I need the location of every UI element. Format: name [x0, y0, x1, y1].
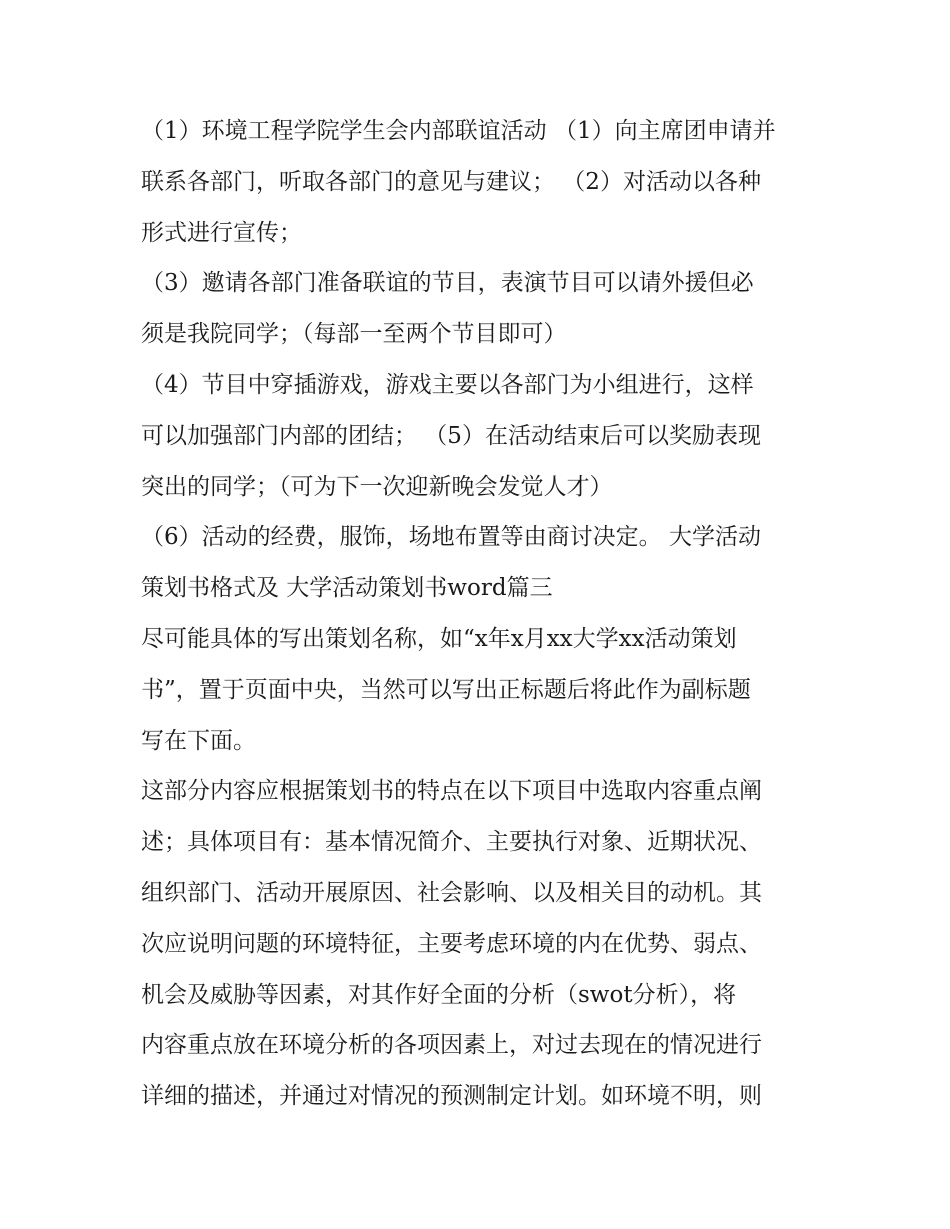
text-line: （1）环境工程学院学生会内部联谊活动 （1）向主席团申请并: [141, 118, 776, 144]
text-line: 写在下面。: [141, 727, 256, 754]
text-line: 尽可能具体的写出策划名称，如“x年x月xx大学xx活动策划: [141, 625, 737, 652]
text-line: 联系各部门，听取各部门的意见与建议； （2）对活动以各种: [141, 168, 761, 195]
text-line: 详细的描述，并通过对情况的预测制定计划。如环境不明，则: [141, 1083, 762, 1110]
text-line: 组织部门、活动开展原因、社会影响、以及相关目的动机。其: [141, 879, 762, 906]
text-line: （3）邀请各部门准备联谊的节目，表演节目可以请外援但必: [141, 270, 754, 297]
text-line: 书”，置于页面中央，当然可以写出正标题后将此作为副标题: [141, 676, 751, 703]
text-line: （6）活动的经费，服饰，场地布置等由商讨决定。 大学活动: [141, 524, 761, 551]
text-line: （4）节目中穿插游戏，游戏主要以各部门为小组进行，这样: [141, 371, 754, 398]
text-line: 突出的同学；（可为下一次迎新晚会发觉人才）: [141, 473, 613, 500]
text-line: 机会及威胁等因素，对其作好全面的分析（swot分析），将: [141, 981, 737, 1008]
document-body: [141, 106, 821, 1122]
text-line: 须是我院同学；（每部一至两个节目即可）: [141, 321, 567, 348]
text-line: 形式进行宣传；: [141, 219, 302, 246]
text-line: 这部分内容应根据策划书的特点在以下项目中选取内容重点阐: [141, 778, 762, 805]
text-line: 次应说明问题的环境特征，主要考虑环境的内在优势、弱点、: [141, 930, 762, 957]
text-line: 内容重点放在环境分析的各项因素上，对过去现在的情况进行: [141, 1032, 762, 1059]
text-line: 可以加强部门内部的团结； （5）在活动结束后可以奖励表现: [141, 422, 761, 449]
text-line: 述；具体项目有：基本情况简介、主要执行对象、近期状况、: [141, 829, 762, 856]
text-line: 策划书格式及 大学活动策划书word篇三: [141, 575, 553, 602]
